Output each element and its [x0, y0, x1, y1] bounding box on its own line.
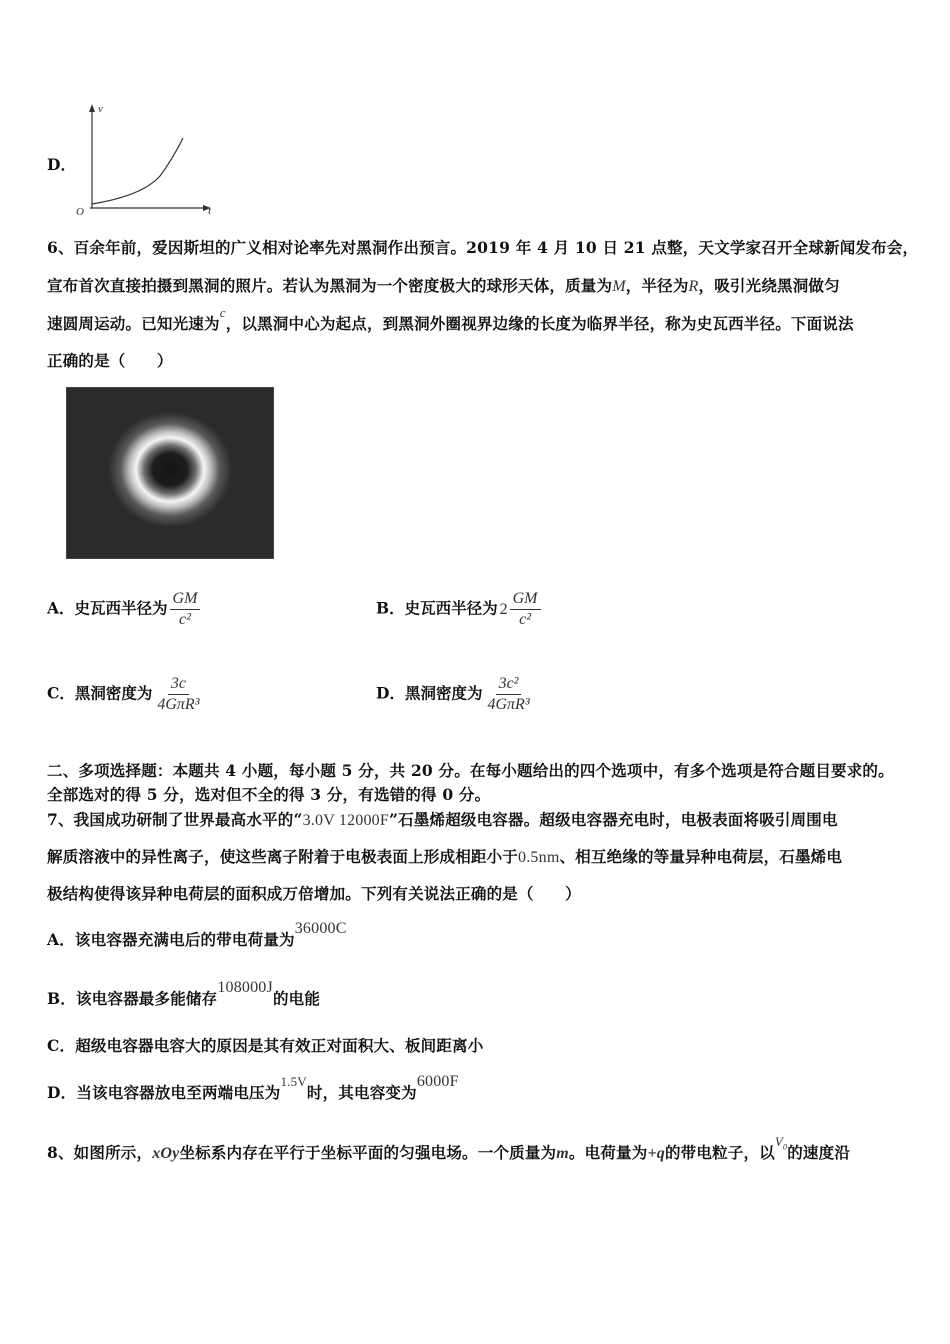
- q6-option-d[interactable]: D．黑洞密度为 $\frac{\text{3c²}}{\text{4GπR³}}$: [376, 675, 530, 713]
- v-t-graph: [72, 98, 222, 220]
- q6-line4: 正确的是（ ）: [47, 351, 173, 370]
- q8-line1: 8、如图所示，xOy坐标系内存在平行于坐标平面的匀强电场。一个质量为m。电荷量为+q的带电粒子，以$^{V_0}$的速度沿: [47, 1134, 851, 1162]
- section2-line2: 全部选对的得 5 分，选对但不全的得 3 分，有选错的得 0 分。: [47, 785, 491, 804]
- q7-line2: 解质溶液中的异性离子，使这些离子附着于电极表面上形成相距小于0.5nm、相互绝缘的等量异种电荷层，石墨烯电: [47, 847, 843, 866]
- q6-option-b[interactable]: B．史瓦西半径为 2 $\frac{GM}{\text{c²}}$: [376, 590, 543, 629]
- section2-line1: 二、多项选择题：本题共 4 小题，每小题 5 分，共 20 分。在每小题给出的四个选项中，有多个选项是符合题目要求的。: [47, 761, 894, 780]
- graph-t-label: t: [208, 205, 212, 217]
- q6-line2: 宣布首次直接拍摄到黑洞的照片。若认为黑洞为一个密度极大的球形天体，质量为M，半径为R，吸引光绕黑洞做匀: [47, 276, 840, 295]
- q7-line1: 7、我国成功研制了世界最高水平的“3.0V 12000F”石墨烯超级电容器。超级电容器充电时，电极表面将吸引周围电: [47, 810, 838, 829]
- q6-option-a[interactable]: A．史瓦西半径为 $\frac{GM}{\text{c²}}$: [47, 590, 202, 629]
- q7-line3: 极结构使得该异种电荷层的面积成万倍增加。下列有关说法正确的是（ ）: [47, 884, 581, 903]
- q6-line3: 速圆周运动。已知光速为$^c$，以黑洞中心为起点，到黑洞外圈视界边缘的长度为临界半径，称为史瓦西半径。下面说法: [47, 305, 854, 333]
- graph-curve: [92, 138, 183, 204]
- black-hole-photo: [66, 387, 274, 559]
- graph-origin-label: O: [76, 206, 84, 218]
- graph-v-label: v: [98, 103, 103, 115]
- q7-option-b[interactable]: B．该电容器最多能储存108000J的电能: [47, 979, 321, 1008]
- graph-y-arrow: [89, 104, 95, 112]
- q5-option-d-letter: D．: [47, 155, 76, 174]
- q7-option-c[interactable]: C．超级电容器电容大的原因是其有效正对面积大、板间距离小: [47, 1036, 484, 1055]
- q7-option-d[interactable]: D．当该电容器放电至两端电压为$^{1.5V}$时，其电容变为6000F: [47, 1073, 459, 1102]
- q6-option-c[interactable]: C．黑洞密度为 $\frac{3c}{\text{4GπR³}}$: [47, 675, 200, 713]
- q6-line1: 6、百余年前，爱因斯坦的广义相对论率先对黑洞作出预言。2019 年 4 月 10 日 21 点整，天文学家召开全球新闻发布会，: [47, 238, 919, 257]
- q7-option-a[interactable]: A．该电容器充满电后的带电荷量为36000C: [47, 920, 347, 949]
